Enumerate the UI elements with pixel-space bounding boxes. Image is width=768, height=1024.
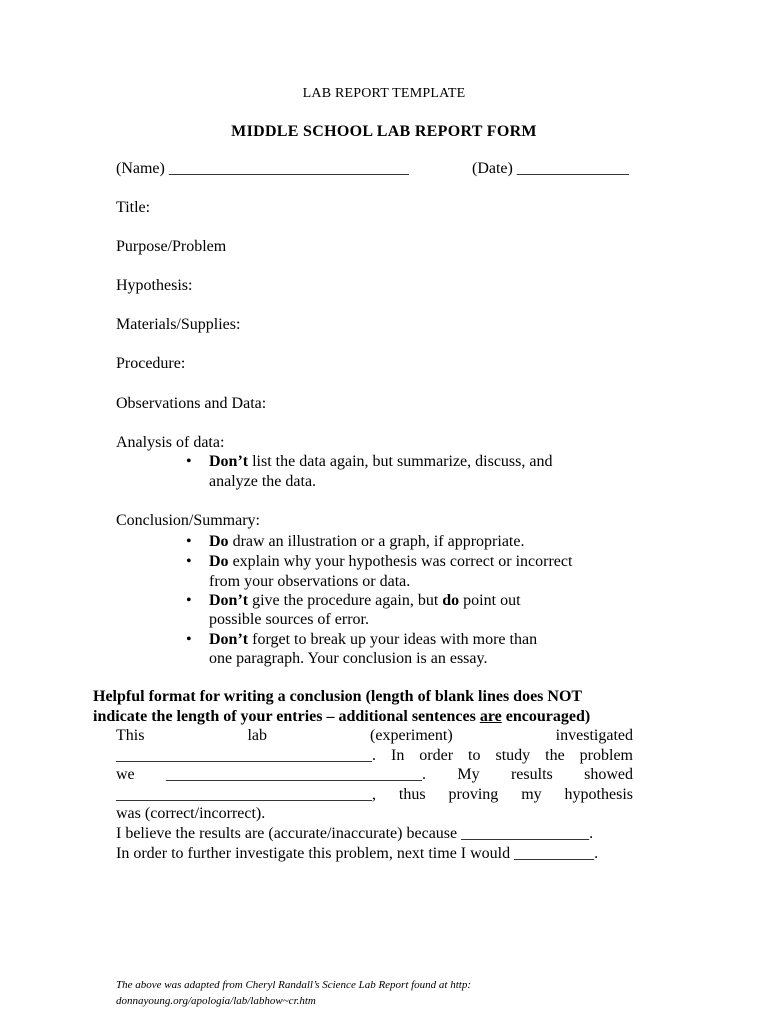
footer-citation-line-2: donnayoung.org/apologia/lab/labhow~cr.htm [116, 995, 316, 1007]
conclusion-template-line-4: ________________________________, thus proving my hypothesis [116, 786, 633, 803]
helpful-format-line-1: Helpful format for writing a conclusion (length of blank lines does NOT [93, 688, 583, 705]
bullet-text: draw an illustration or a graph, if appropriate. [228, 533, 525, 550]
bullet-text: give the procedure again, but [248, 592, 443, 609]
helpful-text-b: encouraged) [501, 708, 591, 725]
bullet-text: forget to break up your ideas with more than [248, 631, 538, 648]
helpful-format-line-2 [93, 708, 590, 726]
bullet-dot-icon: • [186, 533, 192, 550]
conclusion-template-line-2: ________________________________. In order to study the problem [116, 747, 633, 764]
conclusion-template-line-1: This lab (experiment) investigated [116, 727, 633, 744]
bullet-text: list the data again, but summarize, discuss, and [248, 453, 553, 470]
bullet-emphasis: Do [209, 533, 229, 550]
bullet-dot-icon: • [186, 631, 192, 648]
bullet-text: explain why your hypothesis was correct or incorrect [228, 553, 573, 570]
conclusion-template-line-3: we ________________________________. My results showed [116, 766, 633, 783]
bullet-emphasis: Don’t [209, 592, 249, 609]
section-procedure: Procedure: [116, 355, 186, 372]
section-conclusion: Conclusion/Summary: [116, 512, 260, 529]
conclusion-bullet-3-cont: possible sources of error. [209, 611, 369, 628]
name-field-row [116, 160, 409, 178]
bullet-emphasis: Do [209, 553, 229, 570]
template-heading: LAB REPORT TEMPLATE [302, 86, 466, 101]
date-blank: ______________ [516, 160, 629, 177]
bullet-emphasis: Don’t [209, 453, 249, 470]
section-materials: Materials/Supplies: [116, 316, 241, 333]
form-title: MIDDLE SCHOOL LAB REPORT FORM [231, 123, 537, 140]
date-field-row [472, 160, 629, 178]
section-purpose: Purpose/Problem [116, 238, 227, 255]
bullet-dot-icon: • [186, 553, 192, 570]
footer-citation-line-1: The above was adapted from Cheryl Randall’s Science Lab Report found at http: [116, 979, 472, 991]
helpful-underlined-word: are [479, 708, 502, 725]
conclusion-bullet-4-cont: one paragraph. Your conclusion is an essay. [209, 650, 488, 667]
date-label: (Date) [472, 160, 513, 177]
conclusion-template-line-6: I believe the results are (accurate/inaccurate) because ________________. [116, 825, 594, 842]
name-label: (Name) [116, 160, 165, 177]
section-hypothesis: Hypothesis: [116, 277, 193, 294]
conclusion-bullet-2-cont: from your observations or data. [209, 573, 411, 590]
bullet-dot-icon: • [186, 453, 192, 470]
analysis-bullet-1-cont: analyze the data. [209, 473, 317, 490]
section-title: Title: [116, 199, 151, 216]
bullet-dot-icon: • [186, 592, 192, 609]
name-blank: ______________________________ [168, 160, 409, 177]
bullet-text-2: point out [459, 592, 521, 609]
section-observations: Observations and Data: [116, 395, 267, 412]
bullet-emphasis-2: do [442, 592, 460, 609]
conclusion-template-line-7: In order to further investigate this problem, next time I would __________. [116, 845, 599, 862]
bullet-emphasis: Don’t [209, 631, 249, 648]
section-analysis: Analysis of data: [116, 434, 225, 451]
conclusion-template-line-5: was (correct/incorrect). [116, 805, 266, 822]
helpful-text-a: indicate the length of your entries – additional sentences [93, 708, 480, 725]
